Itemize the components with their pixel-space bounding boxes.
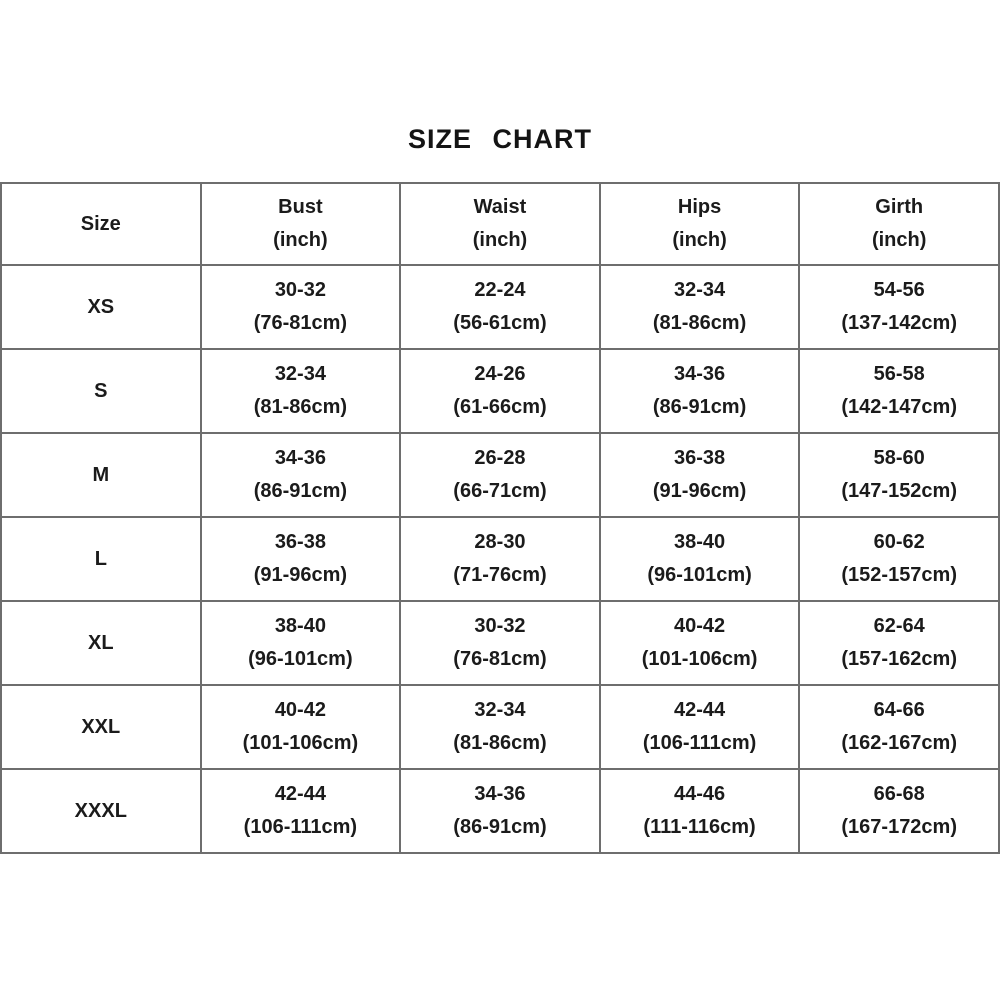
inch-range: 60-62 (873, 531, 925, 553)
girth-cell (799, 601, 999, 685)
inch-range: 36-38 (674, 447, 726, 469)
header-label: Hips (677, 196, 722, 218)
size-cell (1, 517, 201, 601)
girth-cell (799, 433, 999, 517)
cm-range: (91-96cm) (652, 480, 747, 502)
table-row (1, 433, 999, 517)
girth-cell (799, 769, 999, 853)
header-unit: (inch) (472, 229, 528, 251)
table-row (1, 265, 999, 349)
cm-range: (91-96cm) (253, 564, 348, 586)
inch-range: 40-42 (274, 699, 326, 721)
inch-range: 30-32 (274, 279, 326, 301)
header-cell-girth (799, 183, 999, 265)
hips-cell (600, 349, 800, 433)
waist-cell (400, 769, 600, 853)
inch-range: 34-36 (674, 363, 726, 385)
cm-range: (66-71cm) (453, 480, 547, 502)
girth-cell (799, 349, 999, 433)
size-label: L (94, 547, 107, 570)
hips-cell (600, 601, 800, 685)
header-label: Girth (875, 196, 924, 218)
inch-range: 22-24 (474, 279, 526, 301)
table-row (1, 517, 999, 601)
cm-range: (86-91cm) (253, 480, 348, 502)
header-unit: (inch) (871, 229, 927, 251)
inch-range: 40-42 (674, 615, 726, 637)
inch-range: 24-26 (474, 363, 526, 385)
cm-range: (86-91cm) (453, 816, 547, 838)
cm-range: (137-142cm) (841, 312, 957, 334)
table-row (1, 685, 999, 769)
inch-range: 38-40 (274, 615, 326, 637)
inch-range: 32-34 (274, 363, 326, 385)
inch-range: 66-68 (873, 783, 925, 805)
waist-cell (400, 433, 600, 517)
girth-cell (799, 265, 999, 349)
waist-cell (400, 601, 600, 685)
inch-range: 30-32 (474, 615, 526, 637)
header-cell-size (1, 183, 201, 265)
inch-range: 62-64 (873, 615, 925, 637)
inch-range: 54-56 (873, 279, 925, 301)
cm-range: (101-106cm) (641, 648, 758, 670)
cm-range: (96-101cm) (248, 648, 353, 670)
cm-range: (162-167cm) (841, 732, 957, 754)
waist-cell (400, 685, 600, 769)
waist-cell (400, 517, 600, 601)
size-cell (1, 685, 201, 769)
inch-range: 42-44 (274, 783, 326, 805)
table-row (1, 349, 999, 433)
header-unit: (inch) (672, 229, 727, 251)
size-label: S (94, 379, 108, 402)
cm-range: (61-66cm) (453, 396, 547, 418)
cm-range: (96-101cm) (647, 564, 752, 586)
cm-range: (167-172cm) (841, 816, 957, 838)
hips-cell (600, 769, 800, 853)
size-label: XXL (81, 715, 121, 738)
inch-range: 36-38 (274, 531, 326, 553)
page-title: SIZE CHART (408, 124, 592, 154)
size-cell (1, 433, 201, 517)
header-label: Size (80, 212, 121, 235)
inch-range: 42-44 (674, 699, 726, 721)
size-label: XL (88, 631, 114, 654)
cm-range: (76-81cm) (253, 312, 348, 334)
header-cell-hips (600, 183, 800, 265)
inch-range: 64-66 (873, 699, 925, 721)
hips-cell (600, 433, 800, 517)
cm-range: (81-86cm) (253, 396, 348, 418)
table-header-row (1, 183, 999, 265)
inch-range: 56-58 (873, 363, 925, 385)
inch-range: 34-36 (274, 447, 326, 469)
header-cell-bust (201, 183, 401, 265)
girth-cell (799, 517, 999, 601)
inch-range: 26-28 (474, 447, 526, 469)
inch-range: 34-36 (474, 783, 526, 805)
cm-range: (142-147cm) (841, 396, 957, 418)
inch-range: 32-34 (674, 279, 726, 301)
header-label: Waist (473, 196, 527, 218)
bust-cell (201, 349, 401, 433)
bust-cell (201, 685, 401, 769)
inch-range: 58-60 (873, 447, 925, 469)
table-row (1, 769, 999, 853)
size-cell (1, 349, 201, 433)
cm-range: (157-162cm) (841, 648, 957, 670)
cm-range: (81-86cm) (453, 732, 547, 754)
header-cell-waist (400, 183, 600, 265)
inch-range: 28-30 (474, 531, 526, 553)
bust-cell (201, 517, 401, 601)
bust-cell (201, 769, 401, 853)
bust-cell (201, 265, 401, 349)
size-cell (1, 601, 201, 685)
waist-cell (400, 349, 600, 433)
cm-range: (152-157cm) (841, 564, 957, 586)
cm-range: (106-111cm) (243, 816, 358, 838)
bust-cell (201, 601, 401, 685)
inch-range: 44-46 (674, 783, 726, 805)
size-chart-table (0, 182, 1000, 854)
girth-cell (799, 685, 999, 769)
size-label: XS (87, 295, 115, 318)
table-row (1, 601, 999, 685)
size-label: XXXL (74, 799, 127, 822)
header-label: Bust (278, 196, 323, 218)
cm-range: (147-152cm) (841, 480, 957, 502)
bust-cell (201, 433, 401, 517)
cm-range: (86-91cm) (652, 396, 747, 418)
cm-range: (71-76cm) (453, 564, 547, 586)
hips-cell (600, 517, 800, 601)
cm-range: (76-81cm) (453, 648, 547, 670)
hips-cell (600, 265, 800, 349)
size-label: M (92, 463, 110, 486)
cm-range: (81-86cm) (652, 312, 747, 334)
size-cell (1, 769, 201, 853)
waist-cell (400, 265, 600, 349)
size-cell (1, 265, 201, 349)
inch-range: 32-34 (474, 699, 526, 721)
cm-range: (56-61cm) (453, 312, 547, 334)
inch-range: 38-40 (674, 531, 726, 553)
cm-range: (106-111cm) (642, 732, 757, 754)
header-unit: (inch) (273, 229, 328, 251)
hips-cell (600, 685, 800, 769)
cm-range: (101-106cm) (242, 732, 359, 754)
cm-range: (111-116cm) (643, 816, 756, 838)
